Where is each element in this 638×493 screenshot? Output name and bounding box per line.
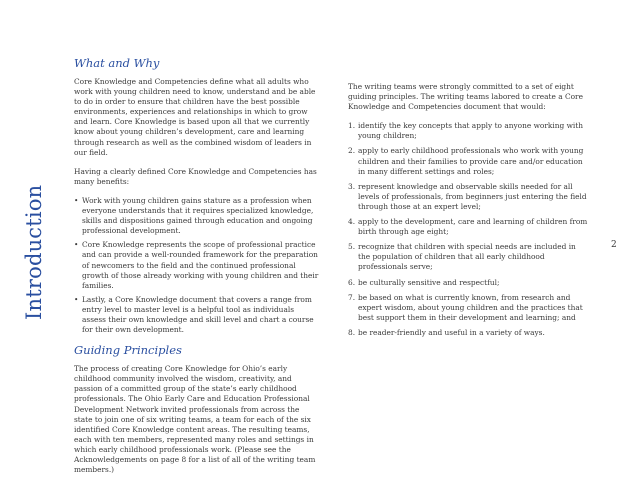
principle-text: represent knowledge and observable skills needed for all levels of professionals, from beginners just entering the field through those at an expert level; <box>358 181 587 211</box>
principles-list <box>348 121 588 338</box>
principle-item <box>348 328 588 338</box>
principle-item <box>348 242 588 272</box>
benefit-item <box>74 196 320 236</box>
left-column <box>74 56 320 484</box>
principle-item <box>348 217 588 237</box>
section-title-text: Introduction <box>22 184 46 320</box>
principle-text: be based on what is currently known, from research and expert wisdom, about young children and the practices that best support them in their development and learning; and <box>358 292 583 322</box>
principle-number: 4. <box>348 217 356 227</box>
principle-item <box>348 121 588 141</box>
principle-text: recognize that children with special needs are included in the population of children that all early childhood professionals serve; <box>358 242 576 272</box>
principle-text: apply to early childhood professionals who work with young children and their families to provide care and/or education in many different settings and roles; <box>358 146 584 176</box>
benefit-item <box>74 240 320 290</box>
principle-number: 1. <box>348 121 356 131</box>
section-title-vertical <box>22 180 46 320</box>
principle-text: identify the key concepts that apply to anyone working with young children; <box>358 121 584 141</box>
principle-item <box>348 146 588 176</box>
what-and-why-heading: What and Why <box>74 56 160 70</box>
bullet-mark: • <box>74 240 79 250</box>
principle-item <box>348 182 588 212</box>
guiding-principles-paragraph: The process of creating Core Knowledge for Ohio’s early childhood community involved the wisdom, creativity, and passion of a committed group of the state’s early childhood professionals. The Ohio Early Care and Education Professional Development Network invited professionals from across the state to join one of six writing teams, a team for each of the six identified Core Knowledge content areas. The resulting teams, each with ten members, represented many roles and settings in which early childhood professionals work. (Please see the Acknowledgements on page 8 for a list of all of the writing team members.) <box>74 364 316 475</box>
benefit-text: Work with young children gains stature as a profession when everyone understands that it requires specialized knowledge, skills and dispositions gained through education and ongoing professional development. <box>82 195 314 236</box>
principle-number: 7. <box>348 292 356 302</box>
principle-item <box>348 278 588 288</box>
bullet-mark: • <box>74 195 79 205</box>
what-and-why-paragraph-2: Having a clearly defined Core Knowledge and Competencies has many benefits: <box>74 166 317 186</box>
principle-number: 5. <box>348 242 356 252</box>
principle-text: apply to the development, care and learning of children from birth through age eight; <box>358 217 588 237</box>
benefits-list <box>74 196 320 335</box>
principle-number: 2. <box>348 146 356 156</box>
principles-intro: The writing teams were strongly committed to a set of eight guiding principles. The writing teams labored to create a Core Knowledge and Competencies document that would: <box>348 82 583 112</box>
guiding-principles-heading: Guiding Principles <box>74 343 182 358</box>
bullet-mark: • <box>74 294 79 304</box>
principle-number: 3. <box>348 181 356 191</box>
right-column <box>348 82 588 343</box>
what-and-why-paragraph-1: Core Knowledge and Competencies define what all adults who work with young children need to know, understand and be able to do in order to ensure that children have the best possible environments, experiences and relationships in which to grow and learn. Core Knowledge is based upon all that we currently know about young children’s development, care and learning through research as well as the combined wisdom of leaders in our field. <box>74 77 316 157</box>
principle-number: 6. <box>348 277 356 287</box>
page-number: 2 <box>611 240 617 250</box>
benefit-text: Lastly, a Core Knowledge document that covers a range from entry level to master level is a helpful tool as individuals assess their own knowledge and skill level and chart a course for their own development. <box>82 294 314 335</box>
principle-number: 8. <box>348 327 356 337</box>
principle-item <box>348 293 588 323</box>
principle-text: be culturally sensitive and respectful; <box>358 277 500 287</box>
principle-text: be reader-friendly and useful in a variety of ways. <box>358 327 545 337</box>
benefit-text: Core Knowledge represents the scope of professional practice and can provide a well-rounded framework for the preparation of newcomers to the field and the continued professional growth of those already working with young children and their families. <box>82 240 319 290</box>
benefit-item <box>74 295 320 335</box>
